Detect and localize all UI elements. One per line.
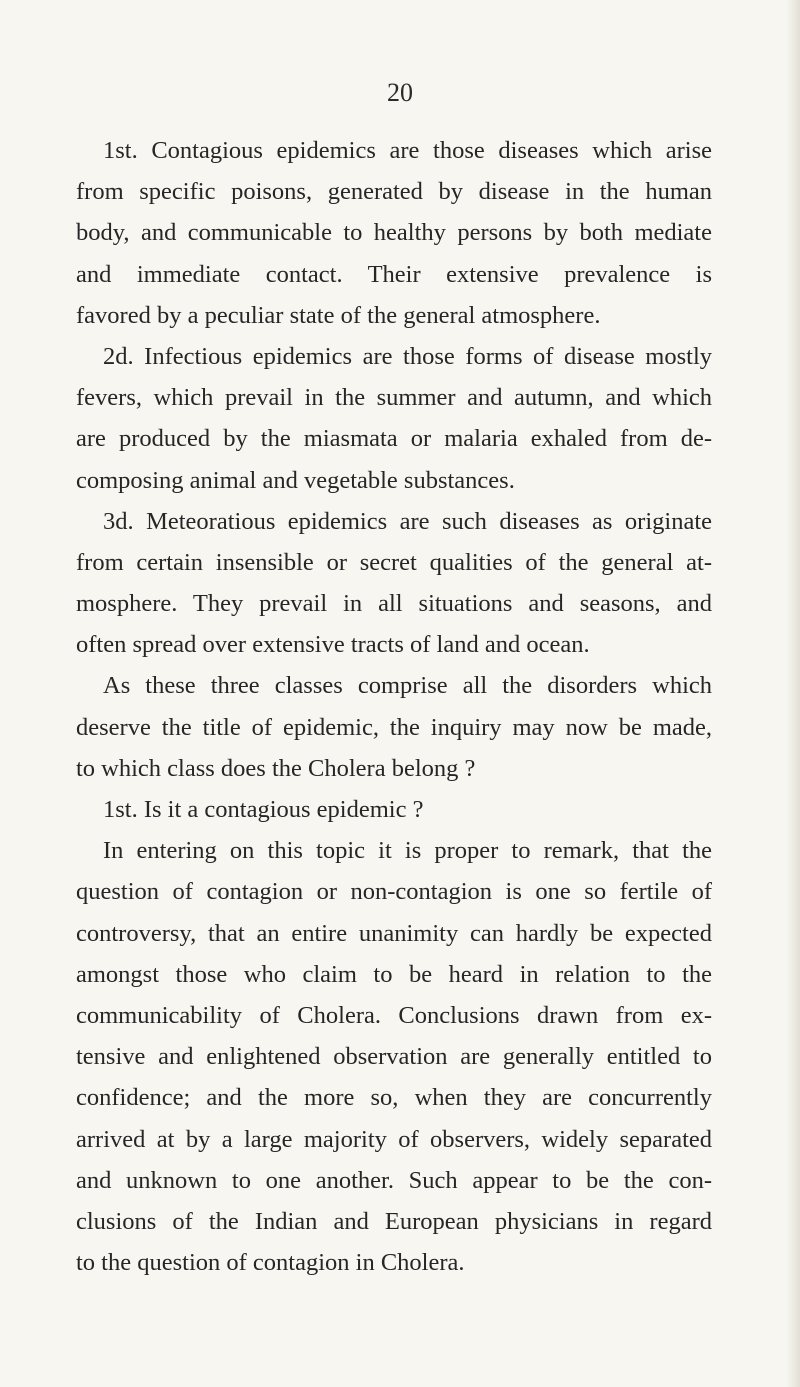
text-line: favored by a peculiar state of the general atmosphere. (76, 301, 601, 329)
text-line: are produced by the miasmata or malaria exhaled from de- (76, 425, 712, 453)
text-line: controversy, that an entire unanimity can hardly be expected (76, 919, 712, 947)
page-edge-shadow (786, 0, 800, 1387)
text-line: question of contagion or non-contagion is one so fertile of (76, 878, 712, 906)
text-line: communicability of Cholera. Conclusions drawn from ex- (76, 1001, 712, 1029)
text-line: confidence; and the more so, when they are concurrently (76, 1084, 712, 1112)
text-line: mosphere. They prevail in all situations and seasons, and (76, 590, 712, 618)
text-line: 2d. Infectious epidemics are those forms of disease mostly (103, 342, 712, 370)
text-line: and immediate contact. Their extensive prevalence is (76, 260, 712, 288)
text-line: deserve the title of epidemic, the inquiry may now be made, (76, 713, 712, 741)
text-line: 1st. Is it a contagious epidemic ? (103, 796, 424, 823)
text-line: 3d. Meteoratious epidemics are such diseases as originate (103, 507, 712, 535)
text-line: tensive and enlightened observation are generally entitled to (76, 1043, 712, 1071)
text-line: In entering on this topic it is proper to remark, that the (103, 837, 712, 865)
text-line: fevers, which prevail in the summer and autumn, and which (76, 384, 712, 412)
page-number: 20 (387, 78, 413, 107)
text-line: to which class does the Cholera belong ? (76, 754, 476, 782)
text-line: clusions of the Indian and European physicians in regard (76, 1207, 712, 1235)
text-line: from specific poisons, generated by disease in the human (76, 178, 712, 206)
text-line: amongst those who claim to be heard in relation to the (76, 960, 712, 988)
text-line: 1st. Contagious epidemics are those diseases which arise (103, 137, 712, 164)
text-line: and unknown to one another. Such appear to be the con- (76, 1166, 712, 1194)
text-line: As these three classes comprise all the disorders which (103, 672, 712, 700)
text-line: from certain insensible or secret qualities of the general at- (76, 548, 712, 576)
text-line: often spread over extensive tracts of land and ocean. (76, 631, 590, 659)
text-line: body, and communicable to healthy persons by both mediate (76, 219, 712, 247)
text-line: composing animal and vegetable substances. (76, 466, 515, 494)
body-text (76, 130, 712, 1283)
text-line: arrived at by a large majority of observers, widely separated (76, 1125, 712, 1153)
text-line: to the question of contagion in Cholera. (76, 1249, 465, 1277)
